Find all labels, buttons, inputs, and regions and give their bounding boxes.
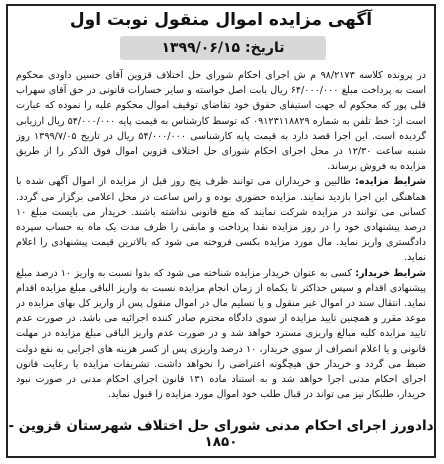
notice-footer: دادورز اجرای احکام مدنی شورای حل اختلاف شهرستان قزوین - ۱۸۵۰ — [8, 418, 434, 450]
conditions-paragraph — [16, 174, 426, 265]
buyer-paragraph — [16, 266, 426, 403]
intro-text: در پرونده کلاسه ۹۸/۲۱۷۳ م ش اجرای احکام شورای حل اختلاف قزوین آقای حسین داودی محکوم است به پرداخت مبلغ ۶۴/۰۰۰/۰۰۰ ریال بابت اصل خواسته و سایر خسارات قانونی در حق آقای سهراب قلی پور که محکوم له جهت استیفای حقوق خود تقاضای توقیف اموال محکوم علیه را نموده که عبارت است از: خط تلفن به شماره ۰۹۱۲۳۱۱۸۸۲۹ که توسط کارشناس به قیمت پایه ۵۴/۰۰۰/۰۰۰ ریال ارزیابی گردیده است. این اجرا قصد دارد به قیمت پایه کارشناسی ۵۴/۰۰۰/۰۰۰ ریال در تاریخ ۱۳۹۹/۷/۰۵ روز شنبه ساعت ۱۲/۳۰ در محل اجرای احکام شورای حل اختلاف قزوین اموال فوق الذکر را از طریق مزایده به فروش برساند. — [16, 70, 426, 173]
notice-date: تاریخ: ۱۳۹۹/۰۶/۱۵ — [120, 36, 326, 60]
conditions-label: شرایط مزایده: — [355, 176, 426, 188]
notice-body — [16, 68, 426, 426]
intro-paragraph — [16, 68, 426, 174]
notice-title: آگهی مزایده اموال منقول نوبت اول — [69, 10, 373, 30]
buyer-text: کسی به عنوان خریدار مزایده شناخته می شود که بدوا نسبت به واریز ۱۰ درصد مبلغ پیشنهادی اقدام و سپس حداکثر تا یکماه از زمان انجام مزایده نسبت به واریز الباقی مبلغ مزایده اقدام نماید. انتقال سند در اموال غیر منقول و یا تسلیم مال در اموال منقول پس از واریز کل بهای مزایده در موعد مقرر و همچنین تایید مزایده از سوی دادگاه محترم صادر کننده اجرائیه می باشد. در صورت عدم تایید مزایده کلیه مبالغ واریزی مسترد خواهد شد و در صورت عدم واریز الباقی مبلغ مزایده در مهلت قانونی و یا اعلام انصراف از سوی خریدار، ۱۰ درصد واریزی پس از کسر هزینه های اجرایی به نفع دولت ضبط می گردد و خریدار حق هیچگونه اعتراضی را نخواهد داشت. تشریفات مزایده با رعایت قانون اجرای احکام مدنی اجرا خواهد شد و به استناد ماده ۱۳۱ قانون اجرای احکام مدنی در صورت نبود خریدار، طلبکار نیز می تواند در قبال طلب خود اموال مورد مزایده را قبول نماید. — [16, 267, 426, 401]
buyer-label: شرایط خریدار: — [355, 267, 426, 279]
notice-frame — [6, 4, 436, 458]
conditions-text: طالبین و خریداران می توانند ظرف پنج روز قبل از مزایده از اموال آگهی شده با هماهنگی این اجرا بازدید نمایند. مزایده حضوری بوده و راس ساعت در محل اعلامی برگزار می گردد. کسانی می توانند در مزایده شرکت نمایند که منع قانونی نداشته باشند. خریدار می بایست مبلغ ۱۰ درصد پیشنهادی خود را در روز مزایده نقدا پرداخت و مابقی را ظرف مدت یک ماه به حساب سپرده دادگستری واریز نماید. مال مورد مزایده بکسی فروخته می شود که بالاترین قیمت پیشنهادی را اعلام نماید. — [16, 176, 426, 264]
